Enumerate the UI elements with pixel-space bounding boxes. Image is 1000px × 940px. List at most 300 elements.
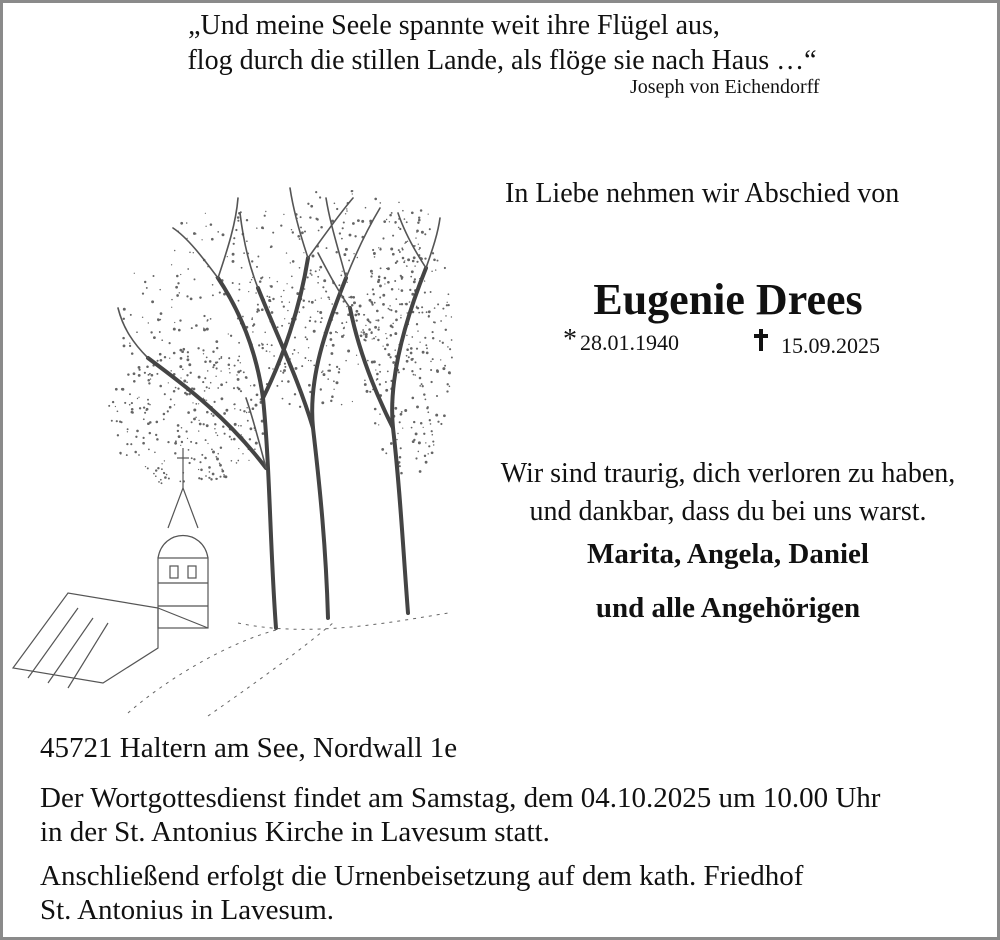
foliage-dot: [398, 371, 400, 373]
foliage-dot: [212, 350, 214, 352]
foliage-dot: [276, 385, 278, 387]
foliage-dot: [404, 409, 407, 412]
foliage-dot: [186, 374, 188, 376]
foliage-dot: [442, 342, 444, 344]
foliage-dot: [431, 451, 434, 454]
foliage-dot: [373, 252, 376, 255]
foliage-dot: [418, 219, 421, 222]
foliage-dot: [178, 329, 181, 332]
foliage-dot: [377, 328, 379, 330]
foliage-dot: [154, 452, 156, 454]
foliage-dot: [419, 385, 421, 387]
foliage-dot: [234, 423, 237, 426]
foliage-dot: [229, 368, 230, 369]
foliage-dot: [178, 435, 181, 438]
foliage-dot: [173, 352, 176, 355]
foliage-dot: [443, 414, 446, 417]
foliage-dot: [235, 229, 237, 231]
foliage-dot: [281, 380, 283, 382]
foliage-dot: [345, 248, 348, 251]
foliage-dot: [447, 346, 449, 348]
foliage-dot: [416, 231, 417, 232]
death-date: 15.09.2025: [781, 333, 880, 358]
foliage-dot: [215, 376, 216, 377]
foliage-dot: [424, 398, 426, 400]
foliage-dot: [211, 238, 214, 241]
foliage-dot: [228, 364, 231, 367]
foliage-dot: [424, 257, 426, 259]
foliage-dot: [334, 203, 336, 205]
foliage-dot: [283, 214, 284, 215]
foliage-dot: [228, 333, 229, 334]
foliage-dot: [399, 228, 401, 230]
foliage-dot: [412, 440, 415, 443]
foliage-dot: [330, 338, 333, 341]
foliage-dot: [238, 425, 239, 426]
foliage-dot: [432, 441, 434, 443]
foliage-dot: [127, 431, 128, 432]
foliage-dot: [143, 437, 145, 439]
foliage-dot: [437, 421, 439, 423]
foliage-dot: [419, 377, 422, 380]
foliage-dot: [449, 385, 451, 387]
foliage-dot: [177, 430, 179, 432]
foliage-dot: [292, 353, 294, 355]
foliage-dot: [406, 335, 408, 337]
foliage-dot: [401, 247, 403, 249]
foliage-dot: [299, 238, 301, 240]
foliage-dot: [377, 339, 379, 341]
foliage-dot: [237, 216, 240, 219]
foliage-dot: [239, 388, 240, 389]
foliage-dot: [291, 229, 292, 230]
foliage-dot: [180, 357, 183, 360]
foliage-dot: [416, 405, 419, 408]
foliage-dot: [143, 418, 145, 420]
foliage-dot: [197, 347, 199, 349]
foliage-dot: [423, 393, 425, 395]
foliage-dot: [195, 417, 196, 418]
foliage-dot: [379, 383, 381, 385]
foliage-dot: [214, 423, 216, 425]
foliage-dot: [206, 357, 208, 359]
foliage-dot: [362, 331, 365, 334]
foliage-dot: [429, 419, 431, 421]
foliage-dot: [387, 353, 390, 356]
foliage-dot: [180, 445, 181, 446]
foliage-dot: [446, 390, 448, 392]
foliage-dot: [255, 404, 258, 407]
foliage-dot: [345, 360, 347, 362]
foliage-dot: [271, 344, 273, 346]
foliage-dot: [142, 442, 145, 445]
foliage-dot: [428, 213, 429, 214]
foliage-dot: [202, 381, 204, 383]
foliage-dot: [229, 372, 231, 374]
foliage-dot: [424, 337, 426, 339]
foliage-dot: [342, 271, 343, 272]
foliage-dot: [349, 234, 352, 237]
foliage-dot: [403, 261, 405, 263]
foliage-dot: [394, 407, 397, 410]
foliage-dot: [319, 269, 320, 270]
foliage-dot: [300, 216, 302, 218]
foliage-dot: [405, 241, 407, 243]
foliage-dot: [267, 344, 269, 346]
foliage-dot: [382, 237, 384, 239]
family-names: Marita, Angela, Daniel: [587, 538, 869, 570]
foliage-dot: [386, 268, 387, 269]
foliage-dot: [193, 388, 196, 391]
foliage-dot: [425, 344, 427, 346]
foliage-dot: [187, 268, 189, 270]
foliage-dot: [412, 397, 415, 400]
foliage-dot: [124, 402, 126, 404]
foliage-dot: [426, 347, 428, 349]
foliage-dot: [379, 413, 381, 415]
foliage-dot: [220, 383, 223, 386]
foliage-dot: [115, 388, 118, 391]
foliage-dot: [400, 447, 402, 449]
foliage-dot: [379, 202, 381, 204]
foliage-dot: [156, 421, 159, 424]
foliage-dot: [257, 256, 259, 258]
foliage-dot: [336, 381, 339, 384]
foliage-dot: [138, 366, 141, 369]
foliage-dot: [242, 453, 243, 454]
foliage-dot: [134, 451, 137, 454]
foliage-dot: [416, 261, 418, 263]
foliage-dot: [372, 249, 374, 251]
foliage-dot: [290, 262, 291, 263]
foliage-dot: [181, 427, 183, 429]
foliage-dot: [444, 267, 446, 269]
foliage-dot: [300, 226, 302, 228]
foliage-dot: [186, 382, 188, 384]
foliage-dot: [445, 329, 447, 331]
foliage-dot: [195, 442, 197, 444]
foliage-dot: [185, 430, 187, 432]
foliage-dot: [385, 381, 387, 383]
foliage-dot: [338, 371, 340, 373]
foliage-dot: [150, 331, 152, 333]
foliage-dot: [246, 240, 248, 242]
foliage-dot: [159, 385, 162, 388]
foliage-dot: [217, 231, 219, 233]
foliage-dot: [159, 331, 161, 333]
foliage-dot: [390, 248, 393, 251]
foliage-dot: [389, 356, 391, 358]
foliage-dot: [120, 453, 122, 455]
foliage-dot: [413, 374, 415, 376]
foliage-dot: [341, 335, 344, 338]
foliage-dot: [415, 374, 417, 376]
foliage-dot: [423, 433, 425, 435]
foliage-dot: [329, 369, 331, 371]
foliage-dot: [313, 330, 316, 333]
foliage-dot: [206, 424, 209, 427]
foliage-dot: [174, 404, 175, 405]
foliage-dot: [431, 430, 433, 432]
foliage-dot: [418, 249, 419, 250]
foliage-dot: [209, 360, 212, 363]
foliage-dot: [337, 332, 338, 333]
foliage-dot: [210, 382, 212, 384]
foliage-dot: [390, 334, 393, 337]
foliage-dot: [310, 269, 312, 271]
foliage-dot: [223, 412, 226, 415]
foliage-dot: [394, 221, 396, 223]
foliage-dot: [423, 427, 424, 428]
foliage-dot: [213, 364, 215, 366]
foliage-dot: [177, 387, 179, 389]
foliage-dot: [169, 358, 170, 359]
foliage-dot: [228, 357, 230, 359]
foliage-dot: [319, 196, 321, 198]
foliage-dot: [108, 405, 110, 407]
foliage-dot: [244, 410, 245, 411]
foliage-dot: [256, 266, 258, 268]
foliage-dot: [341, 238, 343, 240]
foliage-dot: [392, 361, 395, 364]
foliage-dot: [206, 411, 209, 414]
foliage-dot: [352, 401, 353, 402]
foliage-dot: [357, 257, 359, 259]
foliage-dot: [364, 383, 367, 386]
foliage-dot: [210, 223, 213, 226]
foliage-dot: [360, 334, 363, 337]
foliage-dot: [280, 370, 282, 372]
foliage-dot: [174, 250, 176, 252]
foliage-dot: [408, 344, 409, 345]
foliage-dot: [144, 412, 146, 414]
farewell-intro: In Liebe nehmen wir Abschied von: [505, 178, 900, 209]
foliage-dot: [319, 266, 322, 269]
foliage-dot: [129, 343, 130, 344]
foliage-dot: [432, 331, 434, 333]
foliage-dot: [418, 216, 420, 218]
foliage-dot: [206, 328, 209, 331]
foliage-dot: [331, 395, 334, 398]
foliage-dot: [406, 348, 409, 351]
foliage-dot: [273, 355, 275, 357]
foliage-dot: [250, 427, 253, 430]
foliage-dot: [435, 269, 436, 270]
foliage-dot: [258, 344, 260, 346]
foliage-dot: [421, 257, 423, 259]
foliage-dot: [163, 418, 165, 420]
foliage-dot: [191, 421, 193, 423]
foliage-dot: [147, 399, 149, 401]
foliage-dot: [430, 381, 432, 383]
foliage-dot: [137, 398, 138, 399]
foliage-dot: [425, 442, 426, 443]
foliage-dot: [367, 360, 369, 362]
foliage-dot: [320, 226, 323, 229]
foliage-dot: [442, 367, 445, 370]
foliage-dot: [251, 260, 253, 262]
foliage-dot: [252, 407, 255, 410]
foliage-dot: [412, 260, 415, 263]
foliage-dot: [323, 373, 326, 376]
foliage-dot: [212, 366, 214, 368]
foliage-dot: [180, 222, 183, 225]
family-relatives: und alle Angehörigen: [595, 592, 861, 624]
foliage-dot: [198, 376, 201, 379]
foliage-dot: [122, 337, 125, 340]
foliage-dot: [411, 370, 413, 372]
foliage-dot: [252, 331, 253, 332]
foliage-dot: [417, 330, 418, 331]
foliage-dot: [206, 400, 207, 401]
foliage-dot: [378, 247, 379, 248]
foliage-dot: [112, 401, 114, 403]
foliage-dot: [352, 222, 355, 225]
foliage-dot: [400, 414, 402, 416]
foliage-dot: [233, 438, 236, 441]
foliage-dot: [308, 384, 311, 387]
foliage-dot: [363, 339, 365, 341]
foliage-dot: [421, 231, 424, 234]
foliage-dot: [237, 220, 239, 222]
foliage-dot: [411, 336, 413, 338]
foliage-dot: [312, 255, 315, 258]
foliage-dot: [378, 424, 379, 425]
foliage-dot: [354, 235, 356, 237]
foliage-dot: [451, 357, 453, 359]
foliage-dot: [116, 420, 118, 422]
foliage-dot: [390, 442, 393, 445]
foliage-dot: [308, 360, 309, 361]
foliage-dot: [127, 373, 129, 375]
foliage-dot: [221, 397, 224, 400]
foliage-dot: [406, 355, 408, 357]
foliage-dot: [398, 202, 400, 204]
foliage-dot: [336, 208, 338, 210]
foliage-dot: [432, 434, 434, 436]
foliage-dot: [399, 251, 401, 253]
foliage-dot: [163, 413, 166, 416]
foliage-dot: [394, 349, 396, 351]
foliage-dot: [173, 390, 176, 393]
foliage-dot: [227, 256, 228, 257]
foliage-dot: [309, 216, 311, 218]
foliage-dot: [436, 369, 439, 372]
foliage-dot: [419, 342, 420, 343]
foliage-dot: [376, 379, 377, 380]
foliage-dot: [217, 435, 219, 437]
foliage-dot: [138, 374, 141, 377]
foliage-dot: [149, 404, 151, 406]
foliage-dot: [204, 361, 207, 364]
foliage-dot: [411, 270, 414, 273]
foliage-dot: [214, 401, 216, 403]
foliage-dot: [249, 438, 251, 440]
foliage-dot: [321, 371, 323, 373]
foliage-dot: [246, 377, 248, 379]
burial-line-1: Anschließend erfolgt die Urnenbeisetzung auf dem kath. Friedhof: [40, 860, 804, 892]
foliage-dot: [215, 432, 217, 434]
foliage-dot: [234, 365, 236, 367]
foliage-dot: [294, 393, 296, 395]
foliage-dot: [199, 423, 202, 426]
foliage-dot: [215, 361, 217, 363]
foliage-dot: [216, 367, 218, 369]
foliage-dot: [261, 343, 262, 344]
foliage-dot: [240, 425, 242, 427]
foliage-dot: [214, 428, 216, 430]
foliage-dot: [261, 226, 264, 229]
foliage-dot: [240, 370, 242, 372]
foliage-dot: [437, 260, 439, 262]
foliage-dot: [406, 265, 407, 266]
foliage-dot: [315, 218, 317, 220]
foliage-dot: [374, 422, 376, 424]
foliage-dot: [418, 451, 420, 453]
foliage-dot: [238, 342, 240, 344]
foliage-dot: [164, 393, 166, 395]
foliage-dot: [216, 347, 218, 349]
foliage-dot: [402, 427, 403, 428]
foliage-dot: [402, 210, 404, 212]
foliage-dot: [186, 393, 189, 396]
foliage-dot: [398, 249, 400, 251]
foliage-dot: [303, 252, 304, 253]
foliage-dot: [268, 367, 270, 369]
foliage-dot: [182, 368, 184, 370]
foliage-dot: [301, 365, 303, 367]
foliage-dot: [183, 380, 186, 383]
foliage-dot: [234, 408, 235, 409]
foliage-dot: [370, 270, 373, 273]
foliage-dot: [195, 403, 197, 405]
foliage-dot: [315, 191, 317, 193]
foliage-dot: [432, 252, 434, 254]
foliage-dot: [333, 380, 335, 382]
foliage-dot: [187, 438, 188, 439]
foliage-dot: [306, 338, 308, 340]
foliage-dot: [352, 190, 354, 192]
foliage-dot: [131, 411, 134, 414]
foliage-dot: [136, 331, 138, 333]
foliage-dot: [221, 356, 223, 358]
foliage-dot: [406, 360, 409, 363]
foliage-dot: [422, 351, 425, 354]
foliage-dot: [435, 414, 438, 417]
foliage-dot: [246, 219, 248, 221]
foliage-dot: [266, 350, 268, 352]
foliage-dot: [382, 345, 383, 346]
foliage-dot: [330, 352, 333, 355]
foliage-dot: [189, 252, 191, 254]
foliage-dot: [231, 438, 233, 440]
foliage-dot: [229, 436, 231, 438]
foliage-dot: [230, 335, 232, 337]
foliage-dot: [246, 407, 247, 408]
foliage-dot: [292, 231, 294, 233]
foliage-dot: [385, 389, 388, 392]
foliage-dot: [430, 361, 432, 363]
foliage-dot: [321, 401, 324, 404]
foliage-dot: [211, 449, 213, 451]
foliage-dot: [361, 220, 364, 223]
foliage-dot: [335, 331, 337, 333]
foliage-dot: [294, 336, 296, 338]
foliage-dot: [282, 372, 284, 374]
quote-author: Joseph von Eichendorff: [630, 76, 820, 98]
foliage-dot: [320, 388, 322, 390]
foliage-dot: [246, 412, 247, 413]
